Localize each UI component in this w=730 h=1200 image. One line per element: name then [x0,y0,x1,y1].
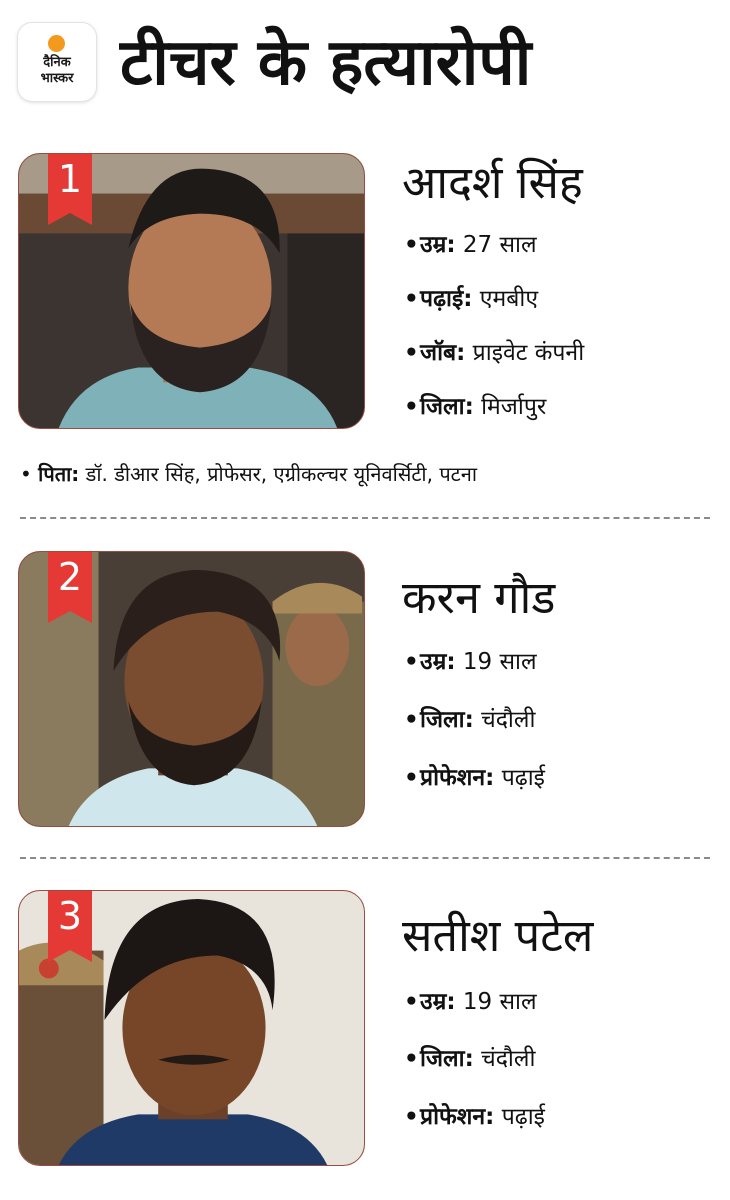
detail-label: जिला: [420,394,474,420]
detail-label: उम्र: [420,989,456,1015]
detail-value: चंदौली [481,707,536,733]
detail-profession [404,760,545,796]
accused-photo-1 [18,153,365,429]
bullet: • [404,1104,419,1130]
detail-value: पढ़ाई [501,1104,545,1130]
detail-value: मिर्जापुर [481,394,547,420]
detail-label: पिता: [38,462,80,486]
accused-name: सतीश पटेल [402,909,594,962]
detail-education [404,281,538,317]
detail-value: 19 साल [462,649,537,675]
bullet: • [404,286,419,312]
bullet: • [20,462,39,486]
bullet: • [404,765,419,791]
detail-profession [404,1099,545,1135]
detail-value: चंदौली [481,1046,536,1072]
detail-value: प्राइवेट कंपनी [472,340,585,366]
detail-district [404,702,535,738]
bullet: • [404,232,419,258]
section-divider [20,857,710,859]
bullet: • [404,394,419,420]
section-divider [20,517,710,519]
accused-name: करन गौड [402,571,556,624]
detail-age [404,227,537,263]
detail-value: 19 साल [462,989,537,1015]
detail-value: एमबीए [479,286,539,312]
detail-label: जॉब: [420,340,466,366]
detail-job [404,335,584,371]
accused-photo-3 [18,890,365,1166]
detail-age [404,644,537,680]
detail-value: 27 साल [462,232,537,258]
detail-father [20,456,720,492]
detail-district [404,389,546,425]
accused-photo-2 [18,551,365,827]
detail-label: उम्र: [420,232,456,258]
detail-label: जिला: [420,707,474,733]
sun-icon [48,35,65,52]
dainik-bhaskar-logo [18,23,96,101]
rank-badge: 2 [48,551,92,611]
detail-value: पढ़ाई [501,765,545,791]
detail-label: प्रोफेशन: [420,765,495,791]
bullet: • [404,649,419,675]
logo-text-line1: दैनिक [43,55,71,70]
page-title: टीचर के हत्यारोपी [120,26,532,100]
detail-label: उम्र: [420,649,456,675]
detail-value: डॉ. डीआर सिंह, प्रोफेसर, एग्रीकल्चर यूनिवर्सिटी, पटना [85,462,478,486]
bullet: • [404,1046,419,1072]
detail-label: जिला: [420,1046,474,1072]
logo-text-line2: भास्कर [40,71,74,86]
bullet: • [404,989,419,1015]
detail-age [404,984,537,1020]
accused-name: आदर्श सिंह [402,156,583,209]
detail-label: पढ़ाई: [420,286,473,312]
detail-label: प्रोफेशन: [420,1104,495,1130]
detail-district [404,1041,535,1077]
rank-badge: 3 [48,890,92,950]
rank-badge: 1 [48,153,92,213]
bullet: • [404,707,419,733]
bullet: • [404,340,419,366]
